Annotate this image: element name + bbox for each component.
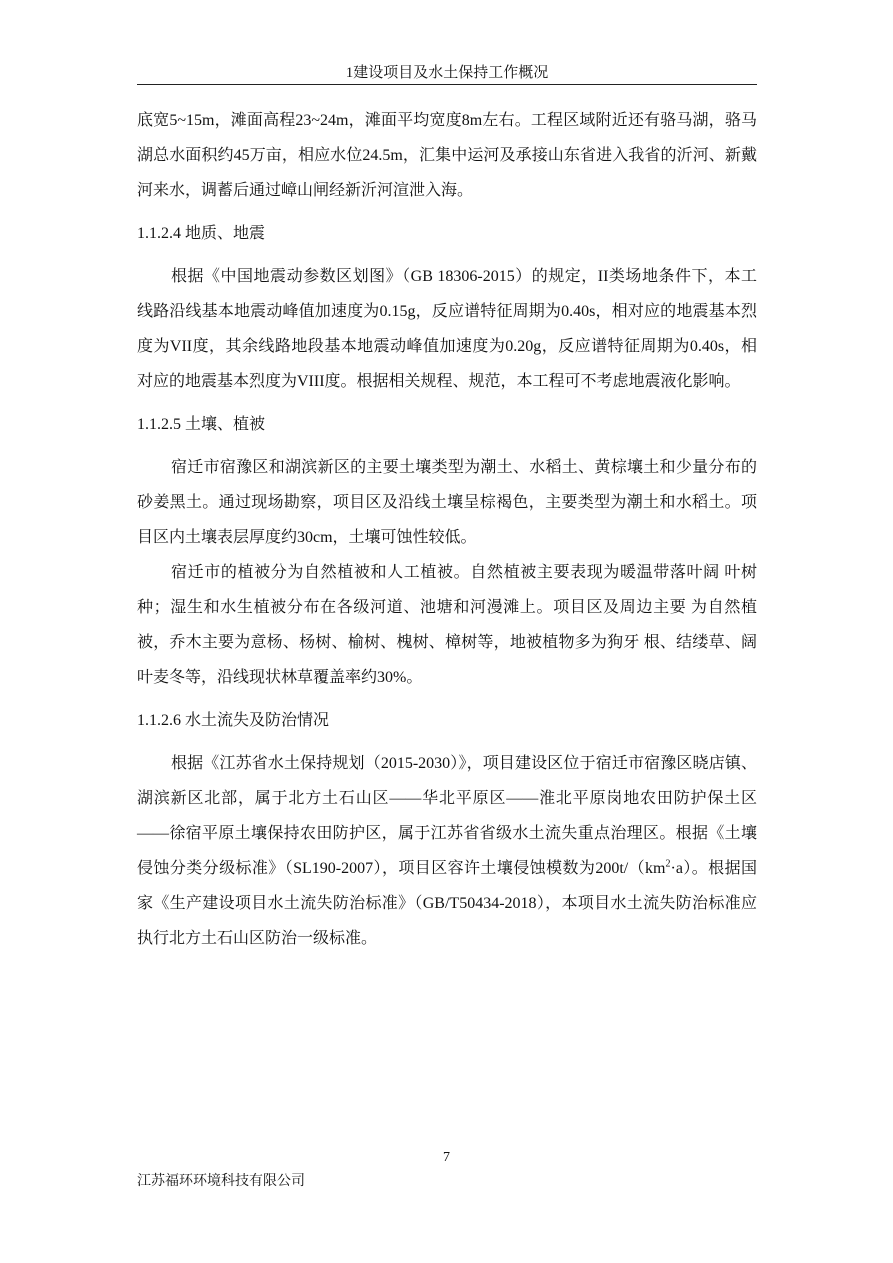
heading-soil-vegetation: 1.1.2.5 土壤、植被 bbox=[137, 416, 266, 433]
page-header: 1建设项目及水土保持工作概况 bbox=[345, 65, 549, 81]
header-rule bbox=[137, 84, 757, 85]
paragraph-seismic: 根据《中国地震动参数区划图》（GB 18306-2015）的规定，II类场地条件下，本工线路沿线基本地震动峰值加速度为0.15g，反应谱特征周期为0.40s，相对应的地震基本烈度为VII度，其余线路地段基本地震动峰值加速度为0.20g，反应谱特征周期为0.40s，相对应的地震基本烈度为VIII度。根据相关规程、规范，本工程可不考虑地震液化影响。 bbox=[137, 268, 757, 390]
erosion-text-b: ·a）。根据国家《生产建设项目水土流失防治标准》（GB/T50434-2018），本项目水土流失防治标准应执行北方土石山区防治一级标准。 bbox=[137, 860, 757, 947]
footer-company: 江苏福环环境科技有限公司 bbox=[137, 1173, 305, 1189]
superscript-2: 2 bbox=[665, 858, 671, 870]
paragraph-hydrology: 底宽5~15m，滩面高程23~24m，滩面平均宽度8m左右。工程区域附近还有骆马湖，骆马湖总水面积约45万亩，相应水位24.5m，汇集中运河及承接山东省进入我省的沂河、新戴河来水，调蓄后通过嶂山闸经新沂河渲泄入海。 bbox=[137, 112, 757, 199]
heading-geology: 1.1.2.4 地质、地震 bbox=[137, 225, 266, 242]
document-body bbox=[137, 103, 757, 956]
paragraph-erosion bbox=[137, 746, 757, 956]
paragraph-vegetation: 宿迁市的植被分为自然植被和人工植被。自然植被主要表现为暖温带落叶阔 叶树种；湿生和水生植被分布在各级河道、池塘和河漫滩上。项目区及周边主要 为自然植被，乔木主要为意杨、杨树、榆树、槐树、樟树等，地被植物多为狗牙 根、结缕草、阔叶麦冬等，沿线现状林草覆盖率约30%。 bbox=[137, 564, 757, 686]
paragraph-soil: 宿迁市宿豫区和湖滨新区的主要土壤类型为潮土、水稻土、黄棕壤土和少量分布的砂姜黑土。通过现场勘察，项目区及沿线土壤呈棕褐色，主要类型为潮土和水稻土。项目区内土壤表层厚度约30cm，土壤可蚀性较低。 bbox=[137, 459, 757, 546]
erosion-text-a: 根据《江苏省水土保持规划（2015-2030）》，项目建设区位于宿迁市宿豫区晓店镇、湖滨新区北部，属于北方土石山区——华北平原区——淮北平原岗地农田防护保土区——徐宿平原土壤保持农田防护区，属于江苏省省级水土流失重点治理区。根据《土壤侵蚀分类分级标准》（SL190-2007），项目区容许土壤侵蚀模数为200t/（km bbox=[137, 755, 757, 877]
heading-soil-erosion: 1.1.2.6 水土流失及防治情况 bbox=[137, 712, 330, 729]
page-number: 7 bbox=[443, 1150, 450, 1165]
